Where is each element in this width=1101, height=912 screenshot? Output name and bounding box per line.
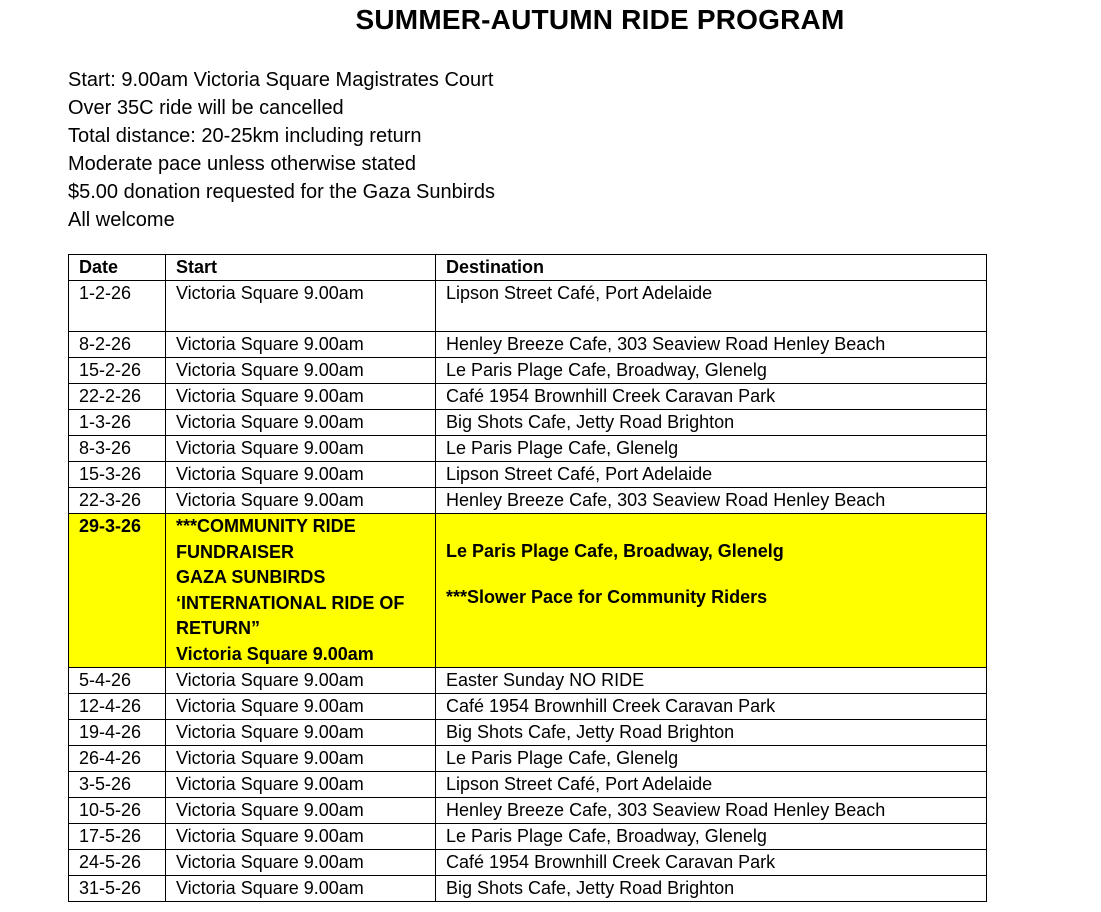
row-date: 29-3-26: [69, 514, 166, 668]
row-start: Victoria Square 9.00am: [166, 358, 436, 384]
row-destination: Big Shots Cafe, Jetty Road Brighton: [436, 720, 987, 746]
info-donation: $5.00 donation requested for the Gaza Sunbirds: [68, 181, 495, 203]
row-start: Victoria Square 9.00am: [166, 384, 436, 410]
row-date: 3-5-26: [69, 772, 166, 798]
row-destination: Café 1954 Brownhill Creek Caravan Park: [436, 384, 987, 410]
row-start: Victoria Square 9.00am: [166, 720, 436, 746]
table-row: [69, 876, 987, 902]
community-ride-line: Victoria Square 9.00am: [176, 643, 374, 664]
row-destination: Le Paris Plage Cafe, Broadway, Glenelg: [436, 824, 987, 850]
table-row: [69, 332, 987, 358]
row-date: 10-5-26: [69, 798, 166, 824]
row-destination: Le Paris Plage Cafe, Glenelg: [436, 436, 987, 462]
row-destination: Lipson Street Café, Port Adelaide: [436, 462, 987, 488]
row-start: Victoria Square 9.00am: [166, 824, 436, 850]
row-date: 8-3-26: [69, 436, 166, 462]
row-destination: Henley Breeze Cafe, 303 Seaview Road Henley Beach: [436, 332, 987, 358]
table-row: [69, 694, 987, 720]
row-destination: Big Shots Cafe, Jetty Road Brighton: [436, 876, 987, 902]
community-ride-row: [69, 514, 987, 668]
community-ride-line: ***COMMUNITY RIDE: [176, 516, 356, 536]
row-destination: Le Paris Plage Cafe, Broadway, Glenelg: [436, 358, 987, 384]
ride-info: [68, 66, 495, 234]
row-destination: Café 1954 Brownhill Creek Caravan Park: [436, 850, 987, 876]
info-pace: Moderate pace unless otherwise stated: [68, 153, 416, 175]
row-start: Victoria Square 9.00am: [166, 798, 436, 824]
row-start: Victoria Square 9.00am: [166, 436, 436, 462]
row-start: Victoria Square 9.00am: [166, 850, 436, 876]
row-start: Victoria Square 9.00am: [166, 746, 436, 772]
row-destination: Le Paris Plage Cafe, Glenelg: [436, 746, 987, 772]
community-ride-destination-text: Le Paris Plage Cafe, Broadway, Glenelg: [446, 541, 784, 561]
table-row: [69, 772, 987, 798]
row-start: Victoria Square 9.00am: [166, 772, 436, 798]
info-distance: Total distance: 20-25km including return: [68, 125, 422, 147]
table-row: [69, 281, 987, 332]
table-row: [69, 410, 987, 436]
row-date: 26-4-26: [69, 746, 166, 772]
row-destination: Lipson Street Café, Port Adelaide: [436, 281, 987, 332]
row-date: 12-4-26: [69, 694, 166, 720]
row-date: 1-3-26: [69, 410, 166, 436]
row-start: Victoria Square 9.00am: [166, 462, 436, 488]
ride-schedule-table: [68, 254, 987, 902]
table-row: [69, 824, 987, 850]
row-date: 5-4-26: [69, 668, 166, 694]
community-ride-destination: [436, 514, 987, 668]
community-ride-start: [166, 514, 436, 668]
table-row: [69, 384, 987, 410]
table-header-row: [69, 255, 987, 281]
info-cancel-rule: Over 35C ride will be cancelled: [68, 97, 344, 119]
table-row: [69, 850, 987, 876]
row-start: Victoria Square 9.00am: [166, 694, 436, 720]
table-row: [69, 462, 987, 488]
header-destination: Destination: [436, 255, 987, 281]
row-destination: Café 1954 Brownhill Creek Caravan Park: [436, 694, 987, 720]
row-date: 31-5-26: [69, 876, 166, 902]
community-ride-line: FUNDRAISER: [176, 541, 295, 562]
row-date: 17-5-26: [69, 824, 166, 850]
page-title: SUMMER-AUTUMN RIDE PROGRAM: [355, 4, 845, 35]
row-date: 15-3-26: [69, 462, 166, 488]
row-start: Victoria Square 9.00am: [166, 876, 436, 902]
community-ride-line: ‘INTERNATIONAL RIDE OF: [176, 592, 405, 613]
info-welcome: All welcome: [68, 209, 175, 231]
row-date: 1-2-26: [69, 281, 166, 332]
table-row: [69, 720, 987, 746]
row-start: Victoria Square 9.00am: [166, 488, 436, 514]
header-date: Date: [69, 255, 166, 281]
row-date: 24-5-26: [69, 850, 166, 876]
row-start: Victoria Square 9.00am: [166, 332, 436, 358]
row-date: 22-3-26: [69, 488, 166, 514]
row-date: 8-2-26: [69, 332, 166, 358]
row-destination: Big Shots Cafe, Jetty Road Brighton: [436, 410, 987, 436]
table-row: [69, 358, 987, 384]
info-start: Start: 9.00am Victoria Square Magistrates Court: [68, 69, 494, 91]
row-destination: Lipson Street Café, Port Adelaide: [436, 772, 987, 798]
community-ride-line: RETURN”: [176, 618, 260, 638]
community-ride-note: ***Slower Pace for Community Riders: [446, 587, 768, 607]
header-start: Start: [166, 255, 436, 281]
row-date: 15-2-26: [69, 358, 166, 384]
row-start: Victoria Square 9.00am: [166, 281, 436, 332]
row-destination: Henley Breeze Cafe, 303 Seaview Road Henley Beach: [436, 798, 987, 824]
row-start: Victoria Square 9.00am: [166, 410, 436, 436]
row-destination: Easter Sunday NO RIDE: [436, 668, 987, 694]
table-row: [69, 798, 987, 824]
community-ride-line: GAZA SUNBIRDS: [176, 567, 326, 587]
row-destination: Henley Breeze Cafe, 303 Seaview Road Henley Beach: [436, 488, 987, 514]
table-row: [69, 436, 987, 462]
table-row: [69, 488, 987, 514]
row-date: 19-4-26: [69, 720, 166, 746]
table-row: [69, 746, 987, 772]
row-start: Victoria Square 9.00am: [166, 668, 436, 694]
row-date: 22-2-26: [69, 384, 166, 410]
table-row: [69, 668, 987, 694]
